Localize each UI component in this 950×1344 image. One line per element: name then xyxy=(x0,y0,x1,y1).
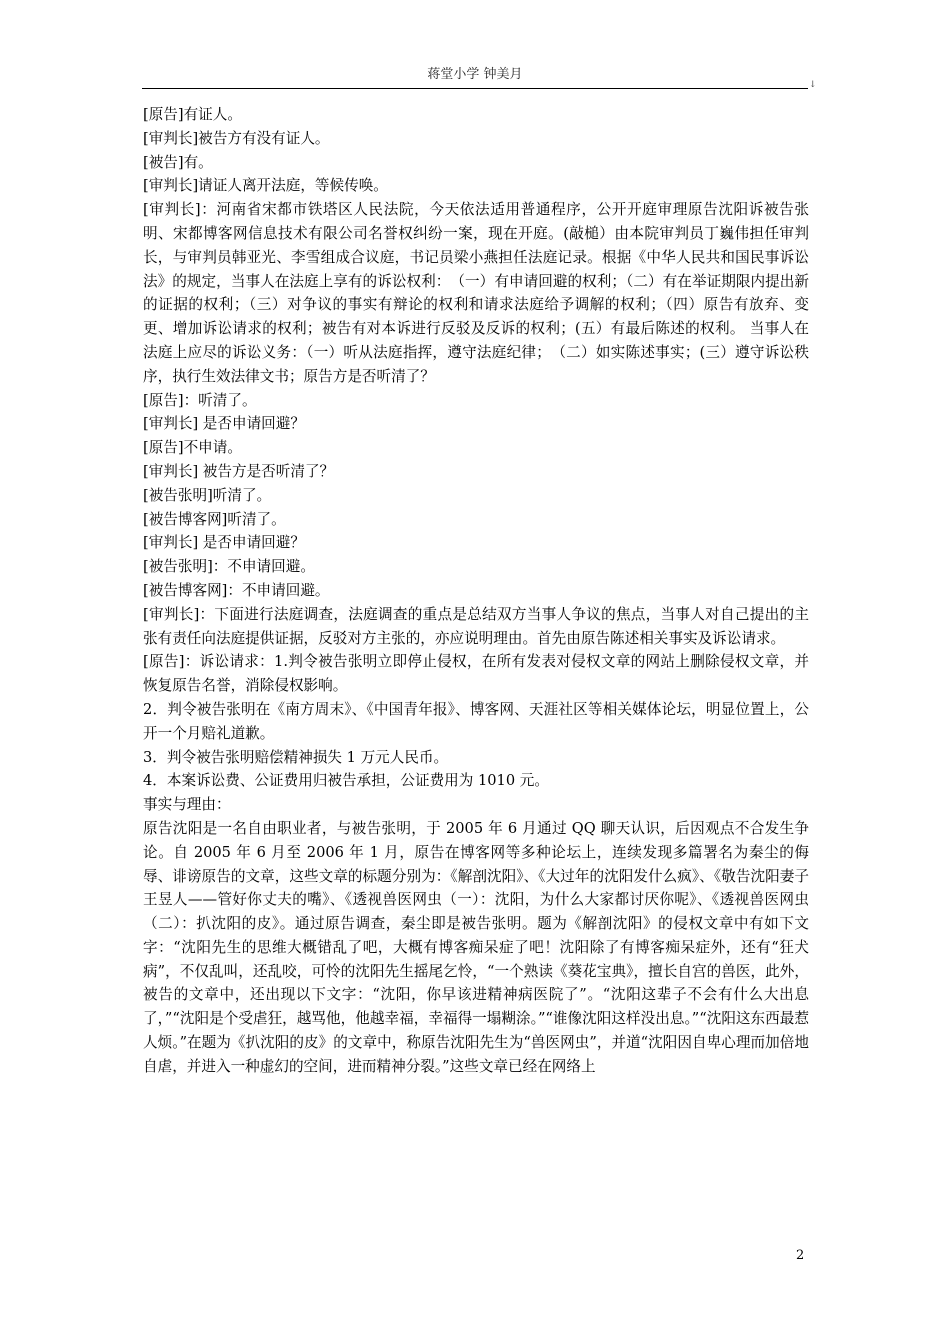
paragraph: 3．判令被告张明赔偿精神损失 1 万元人民币。 xyxy=(143,748,449,766)
paragraph: [审判长]：下面进行法庭调查，法庭调查的重点是总结双方当事人争议的焦点，当事人对自己提出的主张有责任向法庭提供证据，反驳对方主张的，亦应说明理由。首先由原告陈述相关事实及诉讼请求。 xyxy=(143,605,809,647)
paragraph: [被告博客网]：不申请回避。 xyxy=(143,581,330,599)
paragraph: [原告]有证人。 xyxy=(143,106,242,123)
paragraph: [原告]不申请。 xyxy=(143,439,242,457)
paragraph: [原告]：听清了。 xyxy=(143,391,257,409)
paragraph: [审判长] 是否申请回避？ xyxy=(143,534,305,552)
paragraph: [被告张明]听清了。 xyxy=(143,486,272,504)
paragraph: [原告]：诉讼请求：1.判令被告张明立即停止侵权，在所有发表对侵权文章的网站上删除侵权文章，并恢复原告名誉，消除侵权影响。 xyxy=(143,653,809,695)
document-body xyxy=(143,103,809,1079)
header-rule xyxy=(142,88,808,89)
paragraph: [被告]有。 xyxy=(143,153,213,171)
header-paragraph-mark: ↓ xyxy=(809,80,817,90)
paragraph: [审判长]：河南省宋都市铁塔区人民法院，今天依法适用普通程序，公开开庭审理原告沈阳诉被告张明、宋都博客网信息技术有限公司名誉权纠纷一案，现在开庭。(敲槌）由本院审判员丁巍伟担任审判长，与审判员韩亚光、李雪组成合议庭，书记员梁小燕担任法庭记录。根据《中华人民共和国民事诉讼法》的规定，当事人在法庭上享有的诉讼权利： （一）有申请回避的权利；（二）有在举证期限内提出新的证据的权利；（三）对争议的事实有辩论的权利和请求法庭给予调解的权利；（四）原告有放弃、变更、增加诉讼请求的权利；被告有对本诉进行反驳及反诉的权利；(五）有最后陈述的权利。 当事人在法庭上应尽的诉讼义务：（一）听从法庭指挥，遵守法庭纪律； （二）如实陈述事实；(三）遵守诉讼秩序，执行生效法律文书；原告方是否听清了？ xyxy=(143,201,809,385)
paragraph: 原告沈阳是一名自由职业者，与被告张明，于 2005 年 6 月通过 QQ 聊天认识，后因观点不合发生争论。自 2005 年 6 月至 2006 年 1 月，原告在博客网等多种论坛上，连续发现多篇署名为秦尘的侮辱、诽谤原告的文章，这些文章的标题分别为：《解剖沈阳》、《大过年的沈阳发什么疯》、《敬告沈阳妻子王昱人——管好你丈夫的嘴》、《透视兽医网虫（一）：沈阳，为什么大家都讨厌你呢》、《透视兽医网虫（二）：扒沈阳的皮》。通过原告调查，秦尘即是被告张明。题为《解剖沈阳》的侵权文章中有如下文字：“沈阳先生的思维大概错乱了吧，大概有博客痴呆症了吧！沈阳除了有博客痴呆症外，还有“狂犬病”，不仅乱叫，还乱咬，可怜的沈阳先生摇尾乞怜，“一个熟读《葵花宝典》，擅长自宫的兽医，此外，被告的文章中，还出现以下文字：“沈阳，你早该进精神病医院了”。“沈阳这辈子不会有什么大出息了，”“沈阳是个受虐狂，越骂他，他越幸福，幸福得一塌糊涂。”“谁像沈阳这样没出息。”“沈阳这东西最惹人烦。”在题为《扒沈阳的皮》的文章中，称原告沈阳先生为“兽医网虫”，并道“沈阳因自卑心理而加倍地自虐，并进入一种虚幻的空间，进而精神分裂。”这些文章已经在网络上 xyxy=(143,819,809,1075)
paragraph: [被告博客网]听清了。 xyxy=(143,510,286,528)
paragraph: [审判长]请证人离开法庭，等候传唤。 xyxy=(143,177,388,195)
page-number: 2 xyxy=(796,1248,805,1263)
paragraph: 2．判令被告张明在《南方周末》、《中国青年报》、博客网、天涯社区等相关媒体论坛，明显位置上，公开一个月赔礼道歉。 xyxy=(143,700,809,742)
paragraph: [审判长] 是否申请回避？ xyxy=(143,415,305,433)
paragraph: [被告张明]：不申请回避。 xyxy=(143,558,315,576)
paragraph: 4．本案诉讼费、公证费用归被告承担，公证费用为 1010 元。 xyxy=(143,772,549,790)
paragraph: [审判长] 被告方是否听清了？ xyxy=(143,462,335,480)
page-header: 蒋堂小学 钟美月 xyxy=(427,67,523,82)
paragraph: 事实与理由： xyxy=(143,796,231,814)
paragraph: [审判长]被告方有没有证人。 xyxy=(143,129,330,147)
